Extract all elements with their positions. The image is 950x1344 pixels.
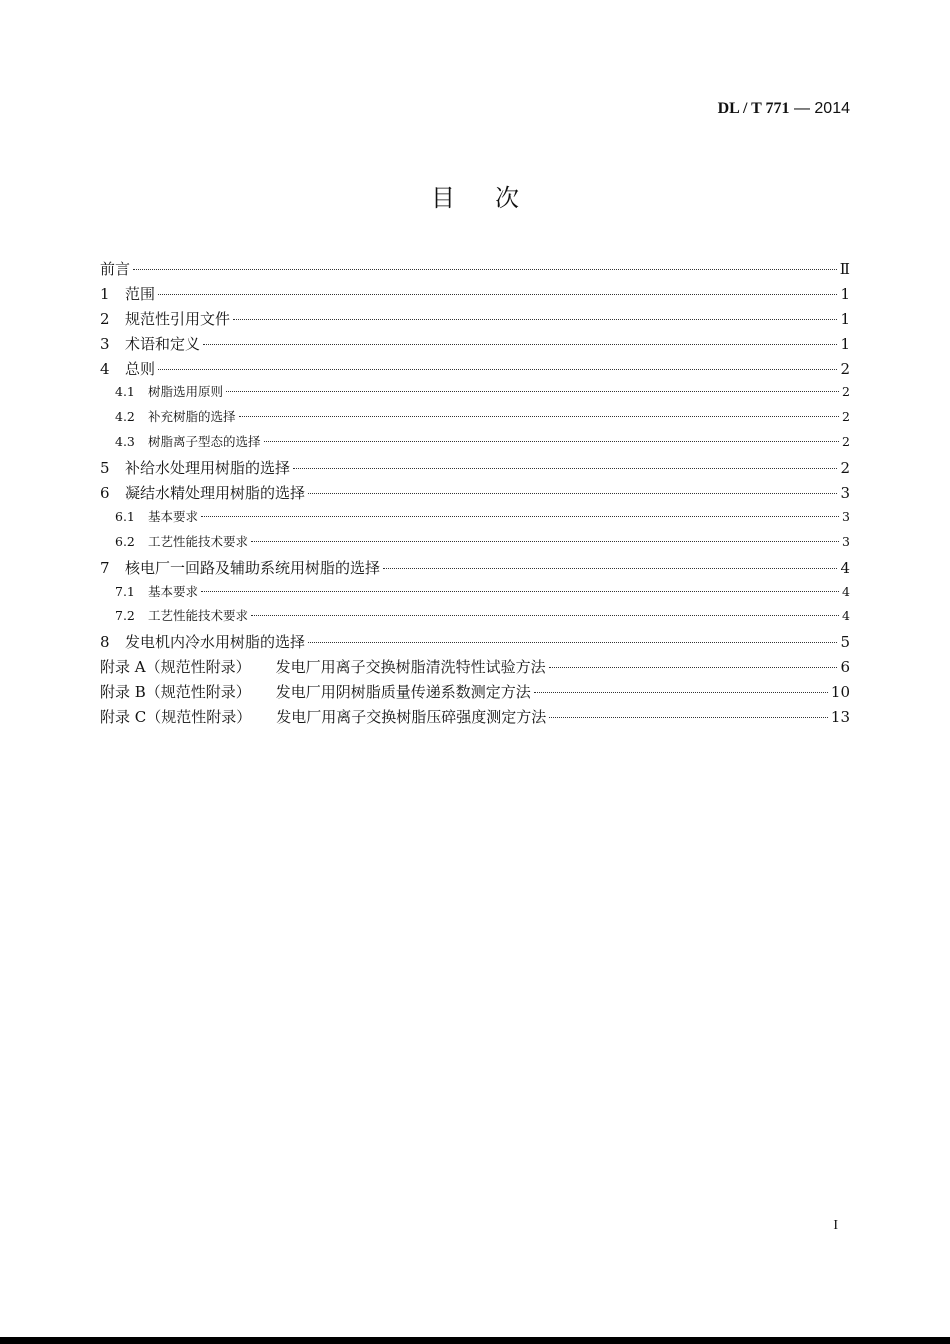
toc-entry-title: 树脂离子型态的选择 bbox=[148, 434, 261, 450]
dot-leader bbox=[233, 319, 837, 320]
toc-entry[interactable] bbox=[100, 482, 850, 507]
toc-entry-page: 2 bbox=[842, 434, 850, 450]
toc-entry-number: 6.1 bbox=[115, 508, 135, 524]
toc-entry-page: 10 bbox=[830, 683, 850, 702]
toc-entry-number: 5 bbox=[100, 459, 110, 478]
toc-entry-number: 2 bbox=[100, 309, 110, 328]
toc-entry-title: 凝结水精处理用树脂的选择 bbox=[125, 484, 306, 503]
toc-entry-title: 规范性引用文件 bbox=[125, 309, 231, 328]
toc-entry-page: 2 bbox=[842, 409, 850, 425]
toc-entry-number: 7.1 bbox=[115, 583, 135, 599]
toc-entry[interactable] bbox=[100, 283, 850, 308]
toc-entry-number: 3 bbox=[100, 334, 110, 353]
standard-dash: — bbox=[789, 100, 815, 117]
toc-entry[interactable] bbox=[100, 656, 850, 681]
page-title: 目次 bbox=[431, 184, 559, 212]
toc-entry-title: 基本要求 bbox=[148, 583, 199, 599]
toc-entry-number: 4.2 bbox=[115, 409, 135, 425]
dot-leader bbox=[239, 416, 839, 417]
dot-leader bbox=[308, 642, 837, 643]
toc-entry[interactable] bbox=[100, 532, 850, 557]
toc-entry[interactable] bbox=[100, 457, 850, 482]
toc-entry[interactable] bbox=[100, 582, 850, 607]
toc-entry-title: 术语和定义 bbox=[125, 334, 201, 353]
toc-entry-number: 7 bbox=[100, 558, 110, 577]
toc-entry-page: 2 bbox=[840, 459, 850, 478]
toc-entry-number: 附录 C（规范性附录） bbox=[100, 708, 252, 727]
dot-leader bbox=[201, 591, 839, 592]
dot-leader bbox=[383, 568, 837, 569]
dot-leader bbox=[203, 344, 837, 345]
toc-entry-title: 发电机内冷水用树脂的选择 bbox=[125, 633, 306, 652]
dot-leader bbox=[251, 615, 839, 616]
toc-entry[interactable] bbox=[100, 706, 850, 731]
toc-entry-title: 核电厂一回路及辅助系统用树脂的选择 bbox=[125, 558, 381, 577]
dot-leader bbox=[264, 441, 839, 442]
toc-entry-number: 4.3 bbox=[115, 434, 135, 450]
toc-entry-page: 3 bbox=[842, 533, 850, 549]
toc-entry[interactable] bbox=[100, 681, 850, 706]
toc-entry[interactable] bbox=[100, 258, 850, 283]
toc-entry-title: 补给水处理用树脂的选择 bbox=[125, 459, 291, 478]
dot-leader bbox=[158, 369, 837, 370]
dot-leader bbox=[308, 493, 837, 494]
toc-entry-page: 1 bbox=[840, 284, 850, 303]
dot-leader bbox=[201, 516, 839, 517]
toc-entry-page: 4 bbox=[842, 608, 850, 624]
dot-leader bbox=[251, 541, 839, 542]
toc-entry-title: 发电厂用阴树脂质量传递系数测定方法 bbox=[275, 683, 531, 702]
toc-entry-title: 补充树脂的选择 bbox=[148, 409, 236, 425]
toc-entry-title: 前言 bbox=[100, 260, 131, 278]
toc-entry-title: 基本要求 bbox=[148, 508, 199, 524]
toc-entry-page: 5 bbox=[840, 633, 850, 652]
toc-entry[interactable] bbox=[100, 308, 850, 333]
toc-entry[interactable] bbox=[100, 507, 850, 532]
toc-entry-page: 6 bbox=[840, 658, 850, 677]
toc-entry-title: 工艺性能技术要求 bbox=[148, 608, 249, 624]
toc-entry-number: 4 bbox=[100, 359, 110, 378]
dot-leader bbox=[549, 667, 838, 668]
toc-entry-number: 1 bbox=[100, 284, 110, 303]
toc-entry[interactable] bbox=[100, 631, 850, 656]
toc-entry-page: 3 bbox=[842, 508, 850, 524]
toc-entry-number: 8 bbox=[100, 633, 110, 652]
toc-entry[interactable] bbox=[100, 432, 850, 457]
toc-entry[interactable] bbox=[100, 606, 850, 631]
toc-entry-page: 1 bbox=[840, 334, 850, 353]
toc-entry-page: 4 bbox=[840, 558, 850, 577]
standard-number: DL / T 771 bbox=[717, 100, 790, 117]
toc-entry-title: 发电厂用离子交换树脂清洗特性试验方法 bbox=[275, 658, 546, 677]
toc-entry-title: 树脂选用原则 bbox=[148, 384, 224, 400]
dot-leader bbox=[158, 294, 837, 295]
table-of-contents bbox=[100, 258, 850, 731]
toc-entry-number: 附录 A（规范性附录） bbox=[100, 658, 251, 677]
toc-entry-number: 7.2 bbox=[115, 608, 135, 624]
toc-entry-title: 范围 bbox=[125, 284, 156, 303]
standard-year: 2014 bbox=[814, 100, 850, 117]
toc-entry-number: 6.2 bbox=[115, 533, 135, 549]
toc-entry-page: 2 bbox=[842, 384, 850, 400]
toc-entry[interactable] bbox=[100, 557, 850, 582]
dot-leader bbox=[293, 468, 837, 469]
toc-entry[interactable] bbox=[100, 333, 850, 358]
toc-entry-page: Ⅱ bbox=[839, 260, 850, 278]
toc-entry-title: 工艺性能技术要求 bbox=[148, 533, 249, 549]
bottom-border bbox=[0, 1337, 950, 1344]
toc-entry-page: 3 bbox=[840, 484, 850, 503]
dot-leader bbox=[534, 692, 828, 693]
toc-entry-title: 总则 bbox=[125, 359, 156, 378]
toc-entry-page: 13 bbox=[830, 708, 850, 727]
toc-entry-number: 附录 B（规范性附录） bbox=[100, 683, 251, 702]
dot-leader bbox=[549, 717, 828, 718]
toc-entry-page: 4 bbox=[842, 583, 850, 599]
toc-entry-page: 2 bbox=[840, 359, 850, 378]
page-number: I bbox=[833, 1218, 838, 1233]
toc-entry[interactable] bbox=[100, 358, 850, 383]
toc-entry-number: 4.1 bbox=[115, 384, 135, 400]
dot-leader bbox=[133, 269, 837, 270]
toc-entry[interactable] bbox=[100, 382, 850, 407]
toc-entry-title: 发电厂用离子交换树脂压碎强度测定方法 bbox=[276, 708, 547, 727]
document-code bbox=[718, 100, 850, 118]
toc-entry-number: 6 bbox=[100, 484, 110, 503]
toc-entry[interactable] bbox=[100, 407, 850, 432]
toc-entry-page: 1 bbox=[840, 309, 850, 328]
dot-leader bbox=[226, 391, 839, 392]
